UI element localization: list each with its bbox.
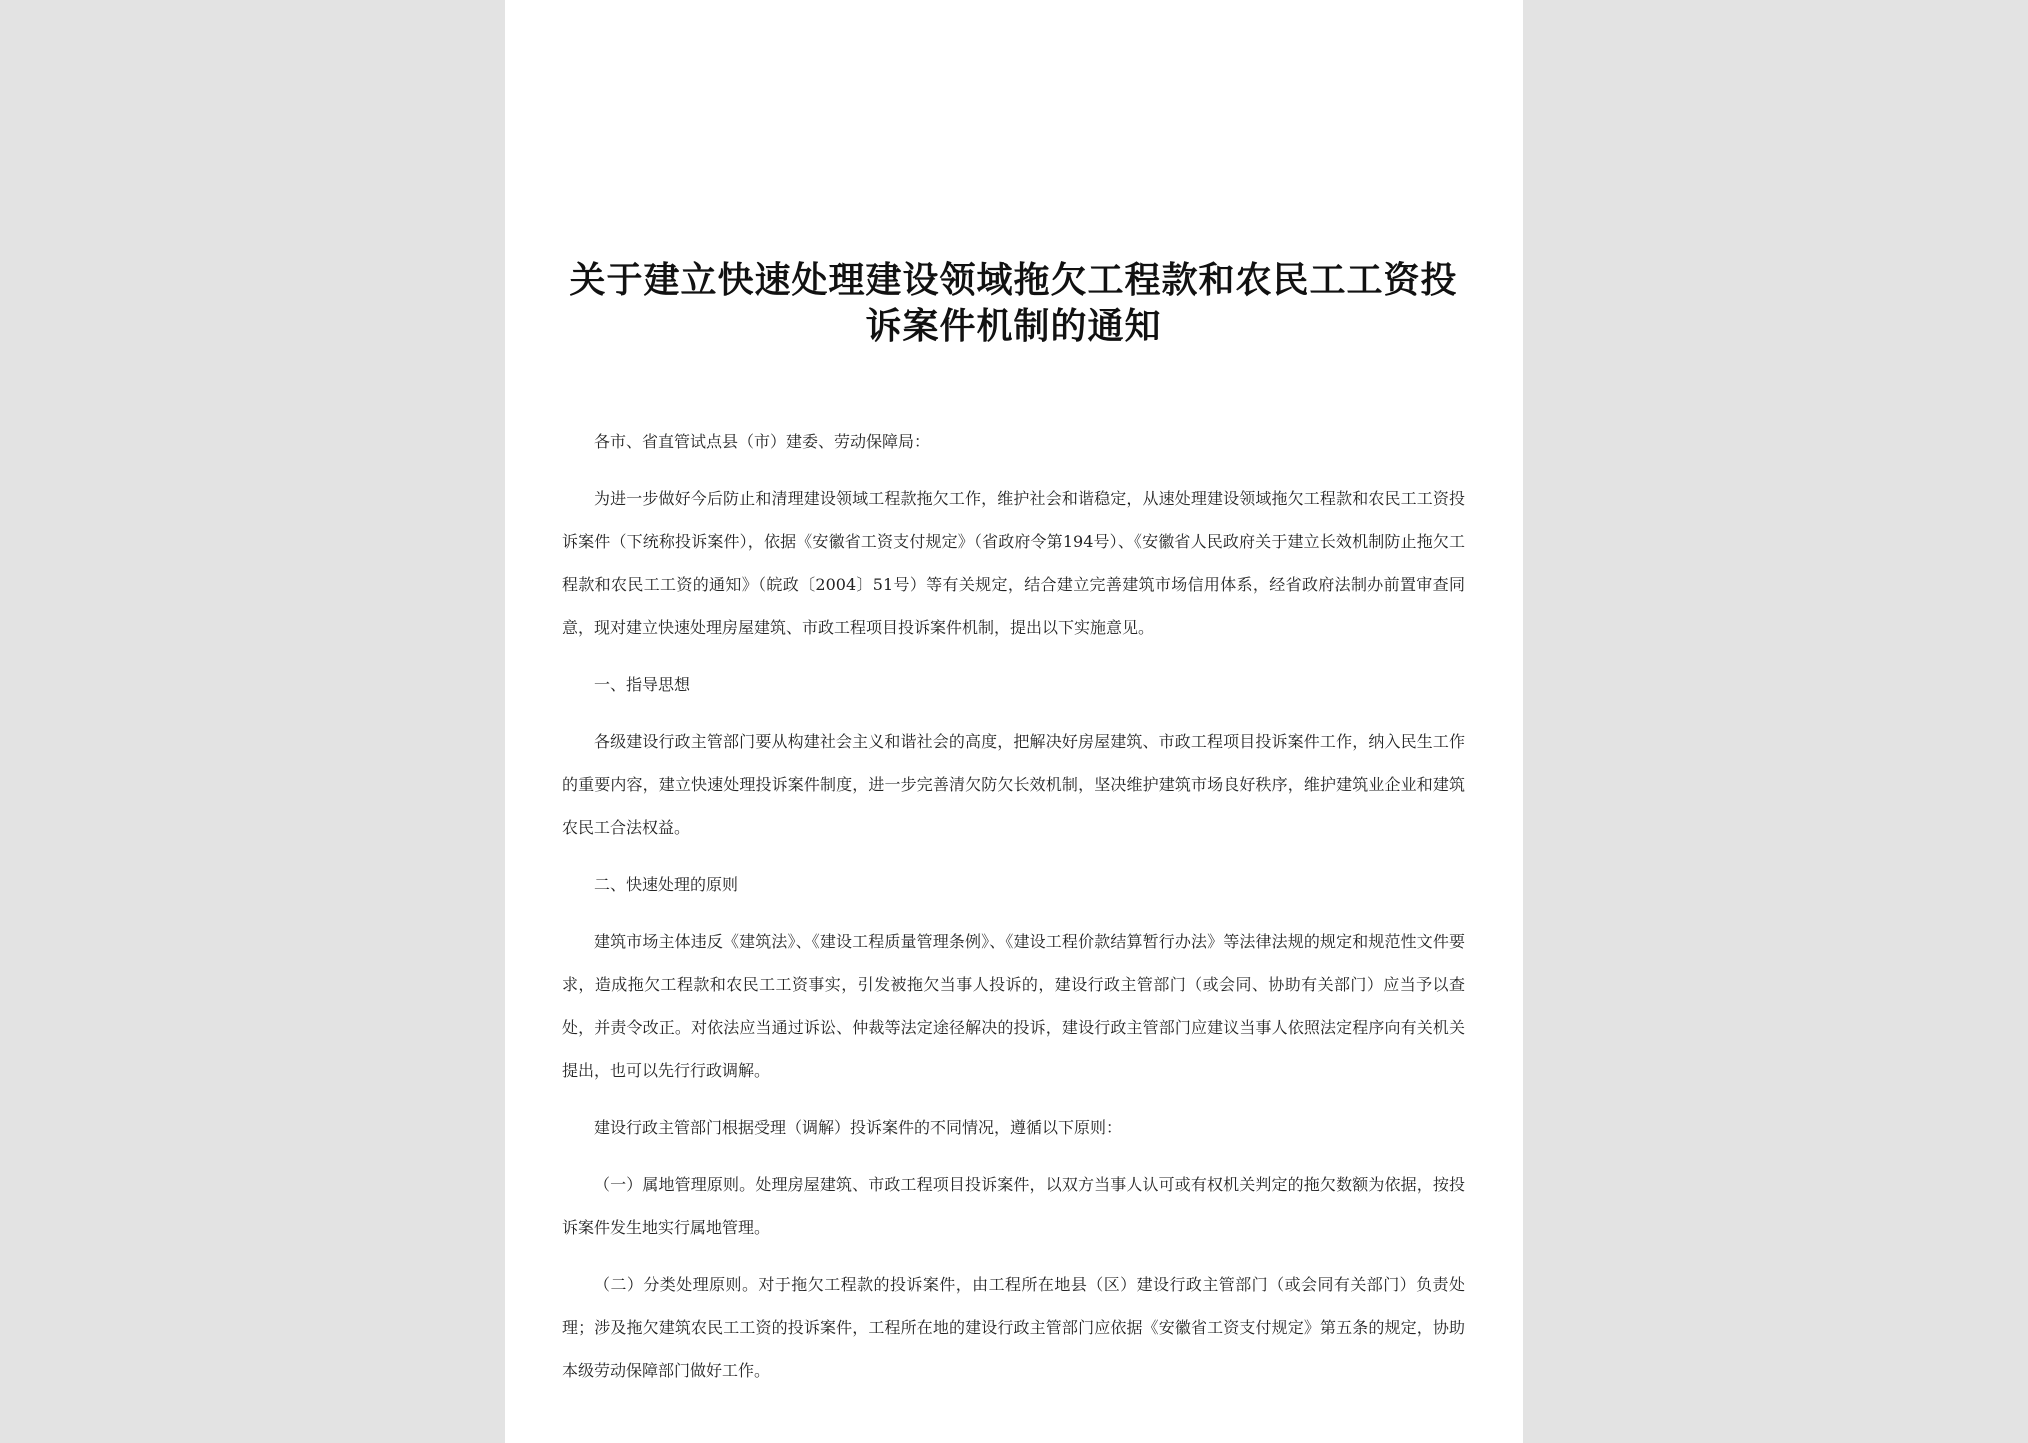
principle-2: （二）分类处理原则。对于拖欠工程款的投诉案件，由工程所在地县（区）建设行政主管部门（或会同有关部门）负责处理；涉及拖欠建筑农民工工资的投诉案件，工程所在地的建设行政主管部门应依据《安徽省工资支付规定》第五条的规定，协助本级劳动保障部门做好工作。 — [562, 1275, 1465, 1380]
section-2-heading: 二、快速处理的原则 — [594, 875, 739, 894]
document-title-line-1: 关于建立快速处理建设领域拖欠工程款和农民工工资投 — [569, 260, 1458, 301]
intro-paragraph: 为进一步做好今后防止和清理建设领域工程款拖欠工作，维护社会和谐稳定，从速处理建设领域拖欠工程款和农民工工资投诉案件（下统称投诉案件），依据《安徽省工资支付规定》（省政府令第194号）、《安徽省人民政府关于建立长效机制防止拖欠工程款和农民工工资的通知》（皖政〔2004〕51号）等有关规定，结合建立完善建筑市场信用体系，经省政府法制办前置审查同意，现对建立快速处理房屋建筑、市政工程项目投诉案件机制，提出以下实施意见。 — [562, 489, 1465, 637]
principles-intro: 建设行政主管部门根据受理（调解）投诉案件的不同情况，遵循以下原则： — [594, 1118, 1123, 1137]
section-1-paragraph: 各级建设行政主管部门要从构建社会主义和谐社会的高度，把解决好房屋建筑、市政工程项目投诉案件工作，纳入民生工作的重要内容，建立快速处理投诉案件制度，进一步完善清欠防欠长效机制，坚决维护建筑市场良好秩序，维护建筑业企业和建筑农民工合法权益。 — [562, 732, 1465, 837]
salutation: 各市、省直管试点县（市）建委、劳动保障局： — [594, 432, 931, 451]
document-page — [505, 0, 1523, 1443]
principle-1: （一）属地管理原则。处理房屋建筑、市政工程项目投诉案件，以双方当事人认可或有权机关判定的拖欠数额为依据，按投诉案件发生地实行属地管理。 — [562, 1175, 1465, 1237]
document-title-line-2: 诉案件机制的通知 — [865, 306, 1162, 347]
document-title — [562, 258, 1465, 350]
section-2-paragraph: 建筑市场主体违反《建筑法》、《建设工程质量管理条例》、《建设工程价款结算暂行办法》等法律法规的规定和规范性文件要求，造成拖欠工程款和农民工工资事实，引发被拖欠当事人投诉的，建设行政主管部门（或会同、协助有关部门）应当予以查处，并责令改正。对依法应当通过诉讼、仲裁等法定途径解决的投诉，建设行政主管部门应建议当事人依照法定程序向有关机关提出，也可以先行行政调解。 — [562, 932, 1465, 1080]
section-1-heading: 一、指导思想 — [594, 675, 691, 694]
